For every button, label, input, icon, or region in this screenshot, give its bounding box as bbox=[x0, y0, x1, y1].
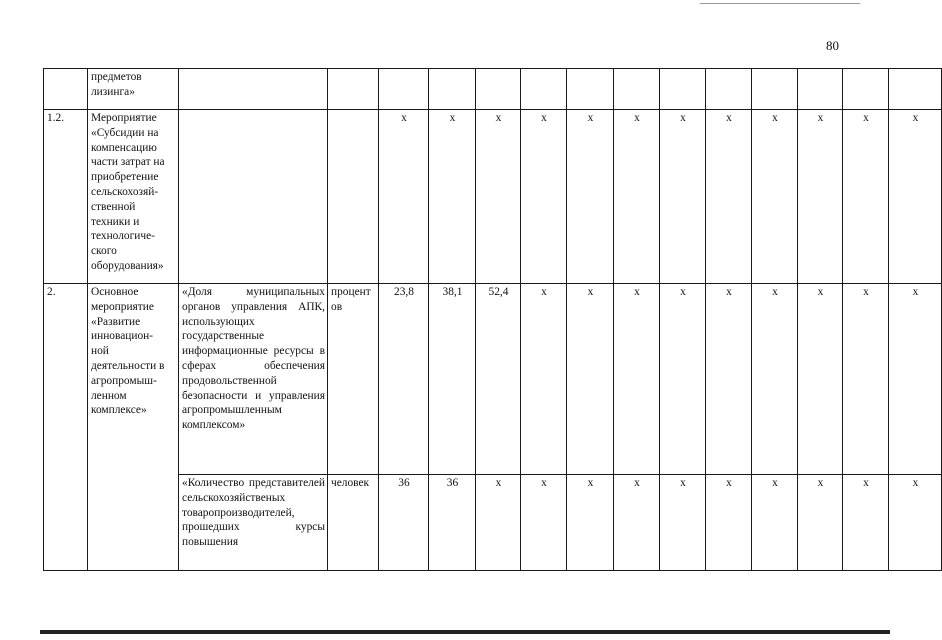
row-number-cell: 1.2. bbox=[44, 110, 88, 284]
table-row bbox=[44, 69, 942, 110]
value-cell bbox=[660, 69, 706, 110]
value-cell bbox=[843, 69, 889, 110]
page-number: 80 bbox=[826, 38, 839, 53]
value-cell bbox=[429, 69, 476, 110]
value-cell bbox=[567, 69, 614, 110]
value-cell: х bbox=[843, 284, 889, 475]
value-cell: х bbox=[521, 284, 567, 475]
indicator-cell bbox=[179, 110, 328, 284]
value-cell bbox=[889, 69, 942, 110]
value-cell: 23,8 bbox=[379, 284, 429, 475]
value-cell: х bbox=[843, 475, 889, 571]
value-cell: 52,4 bbox=[476, 284, 521, 475]
unit-cell: человек bbox=[328, 475, 379, 571]
value-cell: х bbox=[567, 475, 614, 571]
value-cell: х bbox=[706, 475, 752, 571]
value-cell bbox=[379, 69, 429, 110]
value-cell: х bbox=[379, 110, 429, 284]
value-cell: х bbox=[614, 110, 660, 284]
measure-name: предметов лизинга» bbox=[91, 71, 142, 98]
value-cell: х bbox=[798, 110, 843, 284]
value-cell: х bbox=[567, 284, 614, 475]
measure-name: Основное мероприятие «Развитие инновацион- ной деятельности в агропромыш- ленном комплексе» bbox=[91, 286, 165, 417]
value-cell: х bbox=[660, 110, 706, 284]
unit-cell bbox=[328, 110, 379, 284]
value-cell: х bbox=[798, 475, 843, 571]
value-cell: х bbox=[752, 284, 798, 475]
value-cell: х bbox=[889, 110, 942, 284]
header-rule bbox=[700, 3, 860, 4]
value-cell: х bbox=[706, 284, 752, 475]
indicator-cell: «Количество представителей сельскохозяйственых товаропроизводителей, прошедших курсы повышения bbox=[179, 475, 328, 571]
value-cell: х bbox=[660, 475, 706, 571]
value-cell bbox=[614, 69, 660, 110]
value-cell bbox=[521, 69, 567, 110]
value-cell: х bbox=[614, 284, 660, 475]
unit-cell bbox=[328, 69, 379, 110]
table-row bbox=[44, 110, 942, 284]
row-number-cell: 2. bbox=[44, 284, 88, 571]
value-cell: х bbox=[889, 475, 942, 571]
value-cell: х bbox=[521, 475, 567, 571]
value-cell: х bbox=[614, 475, 660, 571]
value-cell: х bbox=[798, 284, 843, 475]
indicator-cell: «Доля муниципальных органов управления АПК, использующих государственные информационные ресурсы в сферах обеспечения продовольственной безопасности и управления агропромышленным комплексом» bbox=[179, 284, 328, 475]
value-cell: х bbox=[843, 110, 889, 284]
value-cell: 36 bbox=[429, 475, 476, 571]
table-row bbox=[44, 284, 942, 475]
value-cell: х bbox=[752, 110, 798, 284]
value-cell: 38,1 bbox=[429, 284, 476, 475]
value-cell: х bbox=[889, 284, 942, 475]
row-number-cell bbox=[44, 69, 88, 110]
unit-cell bbox=[328, 284, 379, 475]
value-cell: х bbox=[429, 110, 476, 284]
measure-name-cell bbox=[88, 284, 179, 571]
value-cell: х bbox=[660, 284, 706, 475]
value-cell bbox=[798, 69, 843, 110]
value-cell: 36 bbox=[379, 475, 429, 571]
value-cell: х bbox=[567, 110, 614, 284]
measure-name-cell bbox=[88, 110, 179, 284]
measure-name: Мероприятие «Субсидии на компенсацию части затрат на приобретение сельскохозяй- ственной техники и технологиче- ского оборудования» bbox=[91, 112, 165, 272]
value-cell: х bbox=[706, 110, 752, 284]
value-cell bbox=[706, 69, 752, 110]
unit-label: процент ов bbox=[331, 286, 371, 313]
indicator-cell bbox=[179, 69, 328, 110]
value-cell bbox=[752, 69, 798, 110]
page-bottom-edge bbox=[40, 630, 890, 634]
value-cell: х bbox=[476, 110, 521, 284]
indicator-table bbox=[43, 68, 942, 571]
measure-name-cell bbox=[88, 69, 179, 110]
value-cell bbox=[476, 69, 521, 110]
value-cell: х bbox=[521, 110, 567, 284]
value-cell: х bbox=[476, 475, 521, 571]
table-row bbox=[44, 475, 942, 571]
value-cell: х bbox=[752, 475, 798, 571]
